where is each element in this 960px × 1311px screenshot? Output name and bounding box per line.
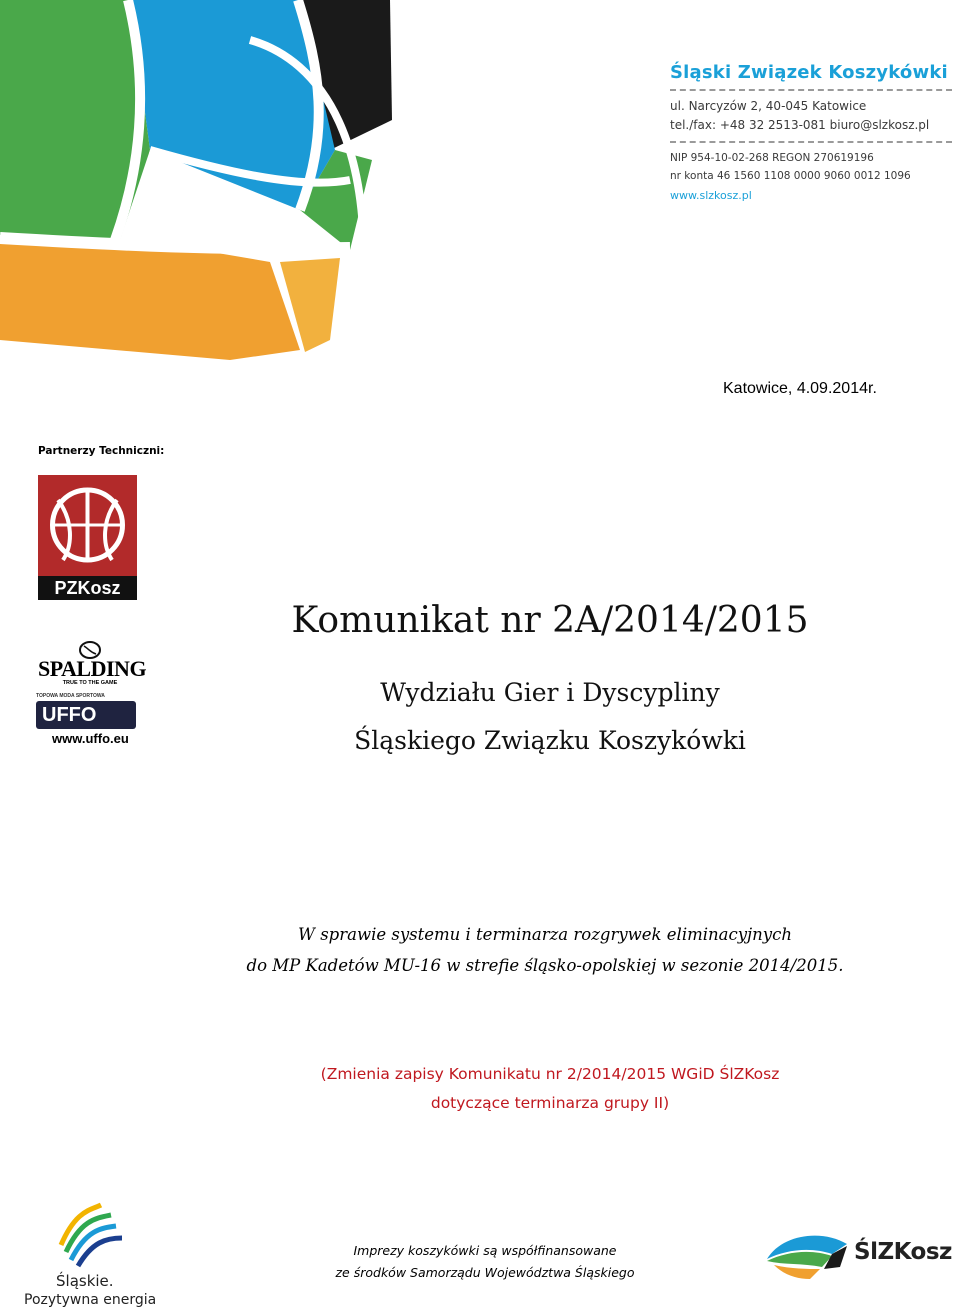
document-subtitle-line1: Wydziału Gier i Dyscypliny <box>380 678 720 707</box>
subject-line2: do MP Kadetów MU-16 w strefie śląsko-opolskiej w sezonie 2014/2015. <box>246 956 844 975</box>
header-ball-graphic <box>0 0 400 380</box>
slaskie-logo <box>22 1200 162 1310</box>
spalding-wordmark: SPALDING <box>38 656 147 681</box>
association-contact: tel./fax: +48 32 2513-081 biuro@slzkosz.pl <box>670 118 930 132</box>
uffo-wordmark: UFFO <box>36 701 136 729</box>
slzkosz-logo <box>762 1225 960 1287</box>
slaskie-name: Śląskie. <box>56 1272 114 1290</box>
slzkosz-ball-icon <box>762 1229 852 1283</box>
slzkosz-wordmark: ŚlZKosz <box>854 1239 952 1265</box>
document-date: Katowice, 4.09.2014r. <box>723 380 877 397</box>
basketball-icon <box>38 475 137 576</box>
funding-note-line2: ze środków Samorządu Województwa Śląskiego <box>335 1265 635 1280</box>
document-subtitle-line2: Śląskiego Związku Koszykówki <box>354 726 746 755</box>
subject-line1: W sprawie systemu i terminarza rozgrywek eliminacyjnych <box>297 925 792 944</box>
document-title: Komunikat nr 2A/2014/2015 <box>291 600 809 641</box>
association-website-link[interactable]: www.slzkosz.pl <box>670 189 752 202</box>
slaskie-waves-icon <box>56 1200 126 1270</box>
uffo-tagline: TOPOWA MODA SPORTOWA <box>36 693 105 699</box>
slaskie-tagline: Pozytywna energia <box>24 1292 157 1308</box>
spalding-ball-icon <box>78 640 102 660</box>
funding-note-line1: Imprezy koszykówki są współfinansowane <box>353 1243 617 1258</box>
spalding-logo <box>38 640 147 692</box>
uffo-url: www.uffo.eu <box>52 731 129 746</box>
divider <box>670 141 952 143</box>
amendment-note-line1: (Zmienia zapisy Komunikatu nr 2/2014/2015 WGiD ŚlZKosz <box>320 1065 780 1083</box>
pzkosz-label: PZKosz <box>38 576 137 600</box>
association-address: ul. Narcyzów 2, 40-045 Katowice <box>670 99 867 113</box>
association-info <box>670 62 960 202</box>
association-ids: NIP 954-10-02-268 REGON 270619196 <box>670 152 874 164</box>
amendment-note-line2: dotyczące terminarza grupy II) <box>430 1094 670 1112</box>
uffo-logo <box>36 693 140 753</box>
association-name: Śląski Związek Koszykówki <box>670 62 948 83</box>
spalding-tagline: TRUE TO THE GAME <box>62 680 118 686</box>
association-account: nr konta 46 1560 1108 0000 9060 0012 1096 <box>670 170 911 182</box>
pzkosz-logo <box>38 475 137 600</box>
partners-label: Partnerzy Techniczni: <box>38 445 165 457</box>
divider <box>670 89 952 91</box>
